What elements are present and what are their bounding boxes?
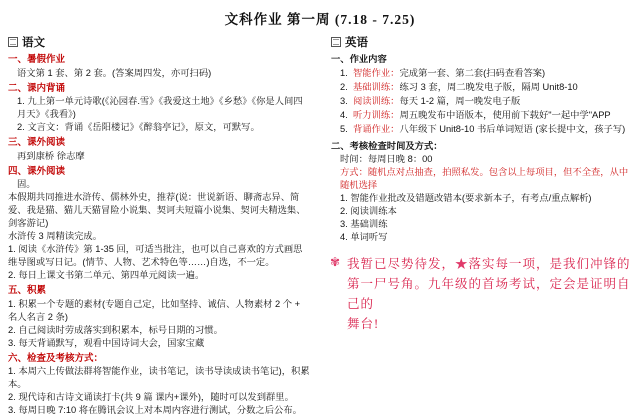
- column-chinese: [8, 34, 315, 417]
- list-item-label: 听力训练：: [352, 110, 400, 120]
- section-line: 固。: [17, 179, 36, 189]
- check-item: 4. 单词听写: [339, 232, 388, 242]
- list-item-text: 完成第一套、第二套(扫码查看答案): [399, 68, 546, 78]
- list-item: [331, 66, 632, 80]
- note-line-3: 舞台!: [346, 317, 380, 331]
- section-line: 2. 自己阅读时劳成落实到积累本，标号日期的习惯。: [8, 324, 223, 335]
- list-item-label: 背诵作业：: [352, 124, 400, 134]
- section-heading-content: 一、作业内容: [330, 54, 387, 64]
- list-item-label: 智能作业：: [352, 68, 400, 78]
- section-heading-recitation: 二、课内背诵: [8, 82, 66, 94]
- section-line: 3. 每天背诵默写，观看中国诗词大会，国家宝藏: [8, 337, 205, 348]
- list-item: [331, 94, 632, 108]
- list-item-label: 阅读训练：: [352, 96, 400, 106]
- section-subheading-reading: 四、课外阅读: [8, 165, 66, 177]
- list-item-text: 每天 1-2 篇，周一晚发电子版: [399, 96, 521, 106]
- section-line: 3. 每周日晚 7:10 将在腾讯会议上对本周内容进行测试，分数之后公布。: [8, 405, 302, 415]
- section-heading-assessment: 六、检查及考核方式：: [8, 352, 104, 364]
- section-line: 再到康桥 徐志摩: [17, 150, 85, 161]
- check-item: 2. 阅读训练本: [339, 206, 397, 216]
- section-line-recommend: 本假期共同推进水浒传、儒林外史，推荐(说：世说新语、聊斋志异、简爱、我是猫、猫儿天猫冒险小说集、契诃夫短篇小说集、契诃夫精选集、剑客游记): [8, 192, 306, 228]
- subject-label-english: 英语: [344, 37, 368, 49]
- star-icon: ★: [455, 257, 469, 271]
- note-line-1b: 落实每一项，是我们冲锋的: [468, 257, 631, 271]
- list-item: [331, 80, 632, 94]
- subject-heading-english: [331, 34, 632, 50]
- list-item-number: 1.: [339, 68, 348, 78]
- book-icon: [8, 37, 18, 47]
- list-item-text: 周五晚发布中语版本，使用前下载好"一起中学"APP: [399, 110, 611, 120]
- subject-label-chinese: 语文: [22, 37, 45, 49]
- english-task-list: [331, 66, 632, 136]
- list-item-text: 八年级下 Unit8-10 书后单词短语 (家长提中文，孩子写): [399, 124, 626, 134]
- list-item-label: 基础训练：: [352, 82, 400, 92]
- section-line: 2. 每日上课文书第二单元、第四单元阅读一遍。: [8, 270, 205, 280]
- section-heading-accumulate: 五、积累: [8, 285, 47, 296]
- section-line: 1. 积累一个专题的素材(专题自己定，比如坚持、诚信、人物素材 2 个 + 名人名言 2 条): [8, 298, 301, 322]
- check-time-line: [331, 153, 632, 166]
- section-heading-check: 二、考核检查时间及方式：: [330, 141, 443, 151]
- two-column-layout: [8, 34, 632, 417]
- section-line: 1. 九上第一单元诗歌(《沁园春.雪》《我爱这土地》《乡愁》《你是人间四月天》《我看》): [17, 96, 303, 119]
- list-item: [331, 122, 632, 136]
- check-item: 3. 基础训练: [339, 219, 388, 229]
- section-line: 1. 阅读《水浒传》第 1-35 回，可适当批注，也可以自己喜欢的方式画思维导图或写日记。(情节、人物、艺术特色等……)自选，不一定。: [8, 244, 303, 267]
- section-line: 1. 本周六上传做法群将智能作业，读书笔记，读书导读成读书笔记)，积累本。: [8, 366, 310, 389]
- section-heading-homework: 一、暑假作业: [8, 54, 66, 65]
- section-line: 水浒传 3 周精读完成。: [8, 231, 103, 241]
- section-line: 语文第 1 套、第 2 套。(答案周四发，亦可扫码): [17, 67, 212, 78]
- note-line-1: 我暂已尽势待发，: [346, 257, 455, 271]
- list-item-number: 3.: [339, 96, 348, 106]
- handwritten-note: [331, 254, 632, 334]
- check-time-text: 时间：每周日晚 8：00: [339, 154, 433, 164]
- list-item-text: 练习 3 套，周二晚发电子版，隔周 Unit8-10: [399, 82, 578, 92]
- page-title: 文科作业 第一周 (7.18 - 7.25): [224, 12, 416, 27]
- list-item: [331, 108, 632, 122]
- list-item-number: 4.: [339, 110, 348, 120]
- check-method-line: 方式：随机点对点抽查，拍照私发。包含以上每项目，但不全查，从中随机选择: [339, 167, 629, 190]
- book-icon: [331, 37, 341, 47]
- list-item-number: 2.: [339, 82, 348, 92]
- flower-icon: ✾: [329, 255, 342, 269]
- section-heading-extracurricular: 三、课外阅读: [8, 137, 66, 148]
- list-item-number: 5.: [339, 124, 348, 134]
- note-line-2: 第一尸号角。九年级的首场考试，定会是证明自己的: [346, 277, 631, 311]
- subject-heading-chinese: [8, 34, 311, 50]
- check-item: 1. 智能作业批改及错题改错本(要求新本子，有考点/重点解析): [339, 193, 592, 203]
- section-line: 2. 现代诗和古诗文诵读打卡(共 9 篇 课内+课外)，随时可以发到群里。: [8, 392, 294, 402]
- section-line: 2. 文言文：背诵《岳阳楼记》《醉翁亭记》，原文，可默写。: [17, 122, 260, 132]
- column-english: [325, 34, 632, 334]
